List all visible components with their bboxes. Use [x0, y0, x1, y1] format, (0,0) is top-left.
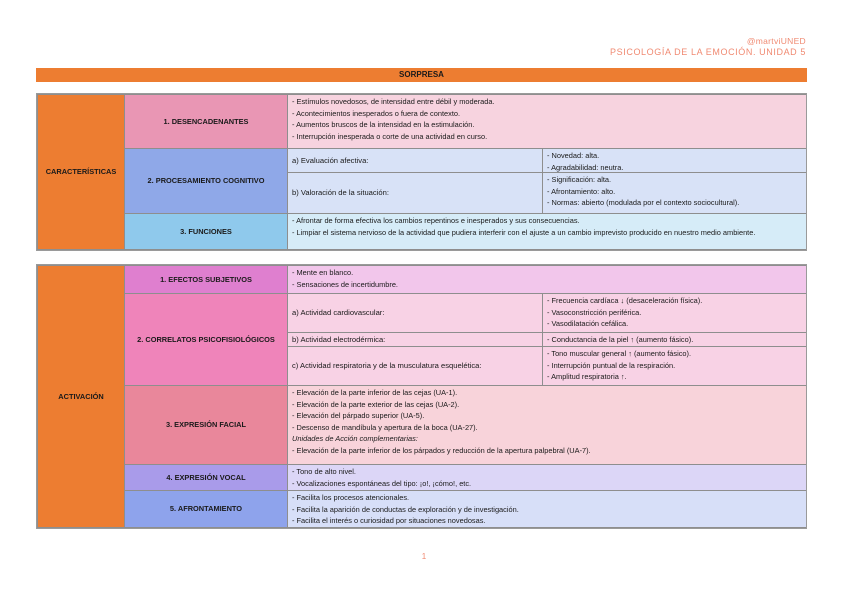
desencadenantes-label: 1. DESENCADENANTES [124, 94, 288, 149]
list-item: - Facilita el interés o curiosidad por situaciones novedosas. [292, 516, 486, 525]
list-item: - Vasodilatación cefálica. [547, 319, 629, 328]
evaluacion-afectiva-list [542, 148, 807, 173]
efectos-label: 1. EFECTOS SUBJETIVOS [124, 265, 288, 294]
list-item: - Tono muscular general ↑ (aumento fásico). [547, 349, 692, 358]
caracteristicas-label: CARACTERÍSTICAS [37, 94, 125, 250]
list-item: - Mente en blanco. [292, 268, 354, 277]
afrontamiento-label: 5. AFRONTAMIENTO [124, 490, 288, 528]
actividad-cardiovascular-list [542, 293, 807, 333]
list-item: - Vasoconstricción periférica. [547, 307, 642, 317]
list-item: - Afrontamiento: alto. [547, 186, 616, 196]
list-item: - Elevación de la parte inferior de las cejas (UA-1). [292, 388, 458, 397]
list-item: - Acontecimientos inesperados o fuera de contexto. [292, 108, 461, 118]
actividad-respiratoria-list [542, 346, 807, 386]
list-item: - Vocalizaciones espontáneas del tipo: ¡o!, ¡cómo!, etc. [292, 478, 472, 488]
valoracion-situacion-list [542, 172, 807, 214]
list-item: - Elevación del párpado superior (UA-5). [292, 411, 425, 420]
list-item: - Conductancia de la piel ↑ (aumento fásico). [547, 335, 694, 344]
actividad-electrodermica-label: b) Actividad electrodérmica: [287, 332, 543, 347]
activacion-table [36, 264, 807, 529]
afrontamiento-list [287, 490, 807, 528]
author-handle: @martviUNED [746, 36, 806, 46]
actividad-respiratoria-label: c) Actividad respiratoria y de la musculatura esquelética: [287, 346, 543, 386]
funciones-label: 3. FUNCIONES [124, 213, 288, 250]
evaluacion-afectiva-label: a) Evaluación afectiva: [287, 148, 543, 173]
list-item: - Estímulos novedosos, de intensidad entre débil y moderada. [292, 97, 495, 106]
list-item: - Significación: alta. [547, 175, 612, 184]
list-item: - Afrontar de forma efectiva los cambios repentinos e inesperados y sus consecuencias. [292, 216, 580, 225]
expresion-vocal-list [287, 464, 807, 491]
expresion-vocal-label: 4. EXPRESIÓN VOCAL [124, 464, 288, 491]
list-item: - Tono de alto nivel. [292, 467, 356, 476]
list-item: - Elevación de la parte inferior de los párpados y reducción de la apertura palpebral (UA-7). [292, 445, 591, 455]
expresion-facial-label: 3. EXPRESIÓN FACIAL [124, 385, 288, 465]
complementarias-heading: Unidades de Acción complementarias: [292, 434, 418, 443]
list-item: - Descenso de mandíbula y apertura de la boca (UA-27). [292, 422, 478, 432]
caracteristicas-table [36, 93, 807, 251]
desencadenantes-list [287, 94, 807, 149]
procesamiento-label: 2. PROCESAMIENTO COGNITIVO [124, 148, 288, 214]
list-item: - Normas: abierto (modulada por el contexto sociocultural). [547, 198, 740, 207]
list-item: - Interrupción inesperada o corte de una actividad en curso. [292, 131, 488, 141]
efectos-list [287, 265, 807, 294]
list-item: - Agradabilidad: neutra. [547, 162, 624, 172]
expresion-facial-list [287, 385, 807, 465]
correlatos-label: 2. CORRELATOS PSICOFISIOLÓGICOS [124, 293, 288, 386]
list-item: - Amplitud respiratoria ↑. [547, 372, 627, 381]
list-item: - Facilita la aparición de conductas de exploración y de investigación. [292, 504, 519, 514]
page-number: 1 [421, 552, 427, 561]
list-item: - Limpiar el sistema nervioso de la actividad que pudiera interferir con el ajuste a un cambio imprevisto producido en nuestro medio ambiente. [292, 227, 756, 237]
list-item: - Frecuencia cardíaca ↓ (desaceleración física). [547, 296, 703, 305]
actividad-electrodermica-list [542, 332, 807, 347]
funciones-list [287, 213, 807, 250]
list-item: - Interrupción puntual de la respiración. [547, 360, 676, 370]
page-title: SORPRESA [36, 68, 807, 82]
list-item: - Facilita los procesos atencionales. [292, 493, 410, 502]
subject-title: PSICOLOGÍA DE LA EMOCIÓN. UNIDAD 5 [610, 47, 806, 57]
list-item: - Novedad: alta. [547, 151, 600, 160]
list-item: - Elevación de la parte exterior de las cejas (UA-2). [292, 399, 460, 409]
list-item: - Sensaciones de incertidumbre. [292, 279, 398, 289]
valoracion-situacion-label: b) Valoración de la situación: [287, 172, 543, 214]
list-item: - Aumentos bruscos de la intensidad en la estimulación. [292, 120, 475, 129]
actividad-cardiovascular-label: a) Actividad cardiovascular: [287, 293, 543, 333]
activacion-label: ACTIVACIÓN [37, 265, 125, 528]
